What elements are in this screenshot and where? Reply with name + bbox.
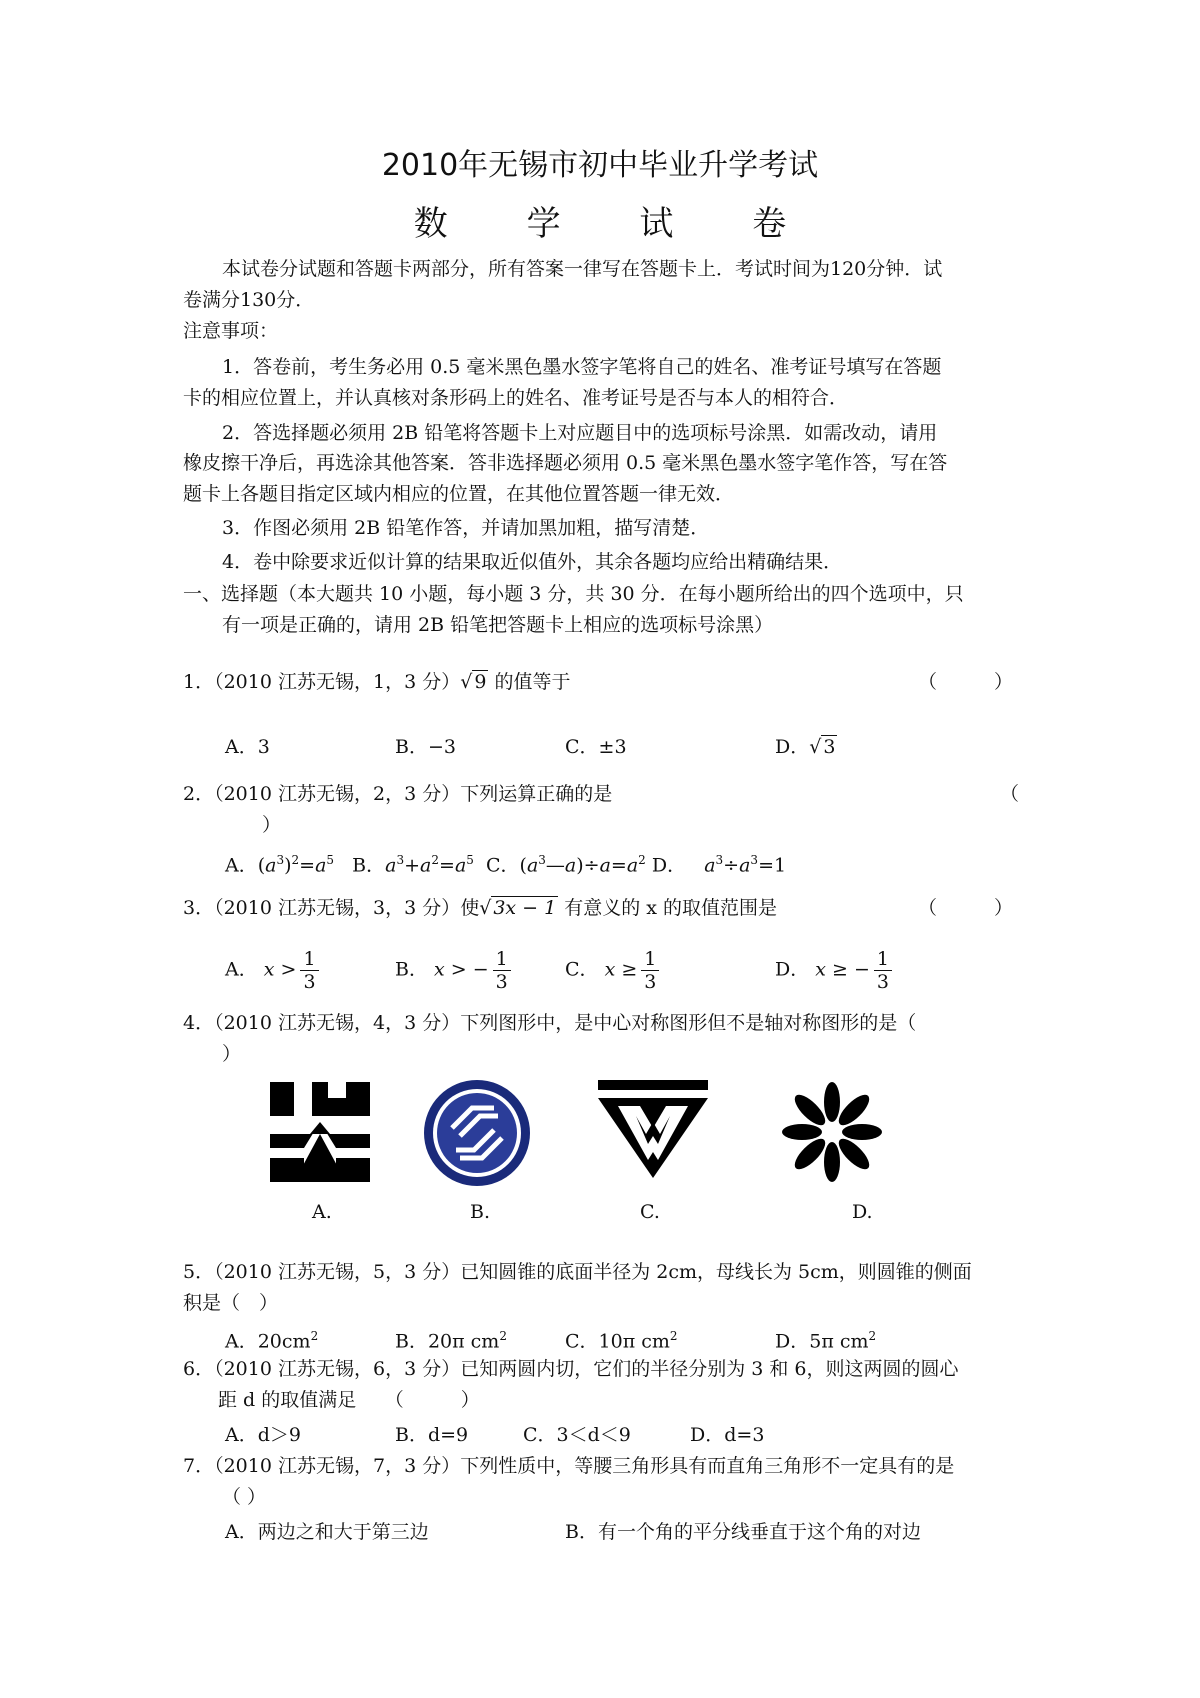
- question-5-line-b: 积是（ ）: [183, 1292, 279, 1314]
- note-1a: 1．答卷前，考生务必用 0.5 毫米黑色墨水签字笔将自己的姓名、准考证号填写在答题: [222, 356, 942, 378]
- q1-option-b: B．−3: [395, 736, 456, 758]
- figure-d-flower-icon: [782, 1082, 882, 1182]
- figure-c-triangle-w-icon: [598, 1080, 708, 1180]
- question-3-answer-paren: （ ）: [918, 897, 1014, 919]
- note-4: 4．卷中除要求近似计算的结果取近似值外，其余各题均应给出精确结果．: [222, 551, 843, 573]
- question-1-answer-paren: （ ）: [918, 671, 1014, 693]
- sqrt-icon: √ 9: [460, 671, 487, 693]
- q5-option-a-text: A．20cm: [225, 1330, 311, 1353]
- question-6-line-b: 距 d 的取值满足 （ ）: [218, 1389, 480, 1411]
- q3-option-d: [775, 948, 892, 993]
- fraction-denominator: 3: [644, 971, 657, 993]
- notice-heading: 注意事项：: [183, 320, 279, 342]
- note-2a: 2．答选择题必须用 2B 铅笔将答题卡上对应题目中的选项标号涂黑．如需改动，请用: [222, 422, 938, 444]
- q5-option-d-text: D．5π cm: [775, 1330, 869, 1353]
- question-5-line-a: 5．（2010 江苏无锡，5，3 分）已知圆锥的底面半径为 2cm，母线长为 5cm，则圆锥的侧面: [183, 1261, 972, 1283]
- question-3-prefix: 3．（2010 江苏无锡，3，3 分）使: [183, 897, 480, 919]
- fraction-numerator: 1: [641, 948, 659, 971]
- question-1-suffix: 的值等于: [494, 671, 571, 693]
- figure-a-icon: [270, 1082, 370, 1182]
- question-3-suffix: 有意义的 x 的取值范围是: [564, 897, 778, 919]
- question-2: 2．（2010 江苏无锡，2，3 分）下列运算正确的是: [183, 783, 613, 805]
- q3-option-b-fraction: [493, 948, 511, 993]
- exponent: 2: [499, 1329, 507, 1343]
- question-7-line-b: （ ）: [222, 1486, 267, 1508]
- q5-option-b: [395, 1322, 507, 1355]
- q1-option-a: A．3: [225, 736, 270, 758]
- q1-option-d: [775, 733, 837, 761]
- fraction-denominator: 3: [303, 971, 316, 993]
- sqrt-icon: √ 3: [809, 736, 836, 758]
- q1-option-d-radicand: 3: [823, 736, 836, 758]
- q3-option-a: [225, 948, 319, 993]
- intro-line-1: 本试卷分试题和答题卡两部分，所有答案一律写在答题卡上．考试时间为120分钟．试: [222, 258, 943, 280]
- q3-option-b-label: B．: [395, 958, 428, 981]
- q6-option-b: B．d=9: [395, 1424, 469, 1446]
- q5-option-c-text: C．10π cm: [565, 1330, 670, 1353]
- q3-option-b-relation: x > −: [434, 958, 489, 981]
- fraction-denominator: 3: [495, 971, 508, 993]
- note-2b: 橡皮擦干净后，再选涂其他答案．答非选择题必须用 0.5 毫米黑色墨水签字笔作答，写在答: [183, 452, 948, 474]
- q7-option-b: B．有一个角的平分线垂直于这个角的对边: [565, 1521, 921, 1543]
- q1-radicand: 9: [474, 671, 487, 693]
- question-2-paren-close: ）: [262, 814, 282, 836]
- figure-label-b: B.: [470, 1201, 491, 1223]
- question-6-line-a: 6．（2010 江苏无锡，6，3 分）已知两圆内切，它们的半径分别为 3 和 6，则这两圆的圆心: [183, 1358, 959, 1380]
- question-1: [183, 668, 570, 696]
- q5-option-a: [225, 1322, 318, 1355]
- fraction-numerator: 1: [874, 948, 892, 971]
- q2-options: A．$(a^3)^2=a^5$ B．$a^3+a^2=a^5$ C．$(a^3—a)\div a=a^2$ D． $a^3\div a^3=1$: [225, 853, 787, 877]
- note-1b: 卡的相应位置上，并认真核对条形码上的姓名、准考证号是否与本人的相符合．: [183, 387, 849, 409]
- q3-option-c-fraction: [641, 948, 659, 993]
- q3-option-a-fraction: [300, 948, 318, 993]
- q5-option-b-text: B．20π cm: [395, 1330, 500, 1353]
- q5-option-c: [565, 1322, 678, 1355]
- note-3: 3．作图必须用 2B 铅笔作答，并请加黑加粗，描写清楚．: [222, 517, 710, 539]
- fraction-numerator: 1: [493, 948, 511, 971]
- question-1-prefix: 1．（2010 江苏无锡，1，3 分）: [183, 671, 461, 693]
- q6-option-c: C．3＜d＜9: [523, 1424, 631, 1446]
- q3-option-a-label: A．: [225, 958, 258, 981]
- q3-option-a-relation: x >: [263, 958, 297, 981]
- exam-title: 2010年无锡市初中毕业升学考试: [381, 148, 819, 183]
- q3-option-d-label: D．: [775, 958, 810, 981]
- figure-label-c: C.: [640, 1201, 660, 1223]
- fraction-denominator: 3: [876, 971, 890, 993]
- fraction-numerator: 1: [300, 948, 318, 971]
- q6-option-d: D．d=3: [690, 1424, 765, 1446]
- section-heading-b: 有一项是正确的，请用 2B 铅笔把答题卡上相应的选项标号涂黑）: [222, 614, 774, 636]
- figure-label-d: D.: [852, 1201, 873, 1223]
- q1-option-d-label: D．: [775, 736, 810, 758]
- exam-subtitle: 数 学 试 卷: [413, 204, 821, 244]
- note-2c: 题卡上各题目指定区域内相应的位置，在其他位置答题一律无效．: [183, 483, 735, 505]
- q3-option-c-label: C．: [565, 958, 599, 981]
- q3-option-d-relation: x ≥ −: [815, 958, 870, 981]
- q5-option-d: [775, 1322, 876, 1355]
- q3-option-b: [395, 948, 511, 993]
- exponent: 2: [669, 1329, 678, 1343]
- figure-label-a: A.: [312, 1201, 332, 1223]
- q1-option-c: C．±3: [565, 736, 627, 758]
- section-heading-a: 一、选择题（本大题共 10 小题，每小题 3 分，共 30 分．在每小题所给出的四个选项中，只: [183, 583, 964, 605]
- q3-option-c-relation: x ≥: [604, 958, 638, 981]
- q3-radicand: 3x − 1: [493, 897, 557, 919]
- figure-b-china-mobile-icon: [422, 1078, 532, 1188]
- q7-option-a: A．两边之和大于第三边: [225, 1521, 429, 1543]
- exponent: 2: [868, 1329, 877, 1343]
- question-4-line-b: ）: [222, 1043, 242, 1065]
- question-4-line-a: 4．（2010 江苏无锡，4，3 分）下列图形中，是中心对称图形但不是轴对称图形的是（: [183, 1012, 917, 1034]
- q6-option-a: A．d＞9: [225, 1424, 301, 1446]
- sqrt-icon: √ 3x − 1: [479, 897, 557, 919]
- intro-line-2: 卷满分130分．: [183, 289, 315, 311]
- exponent: 2: [310, 1329, 319, 1343]
- question-2-paren-open: （: [1000, 783, 1020, 805]
- question-7-line-a: 7．（2010 江苏无锡，7，3 分）下列性质中，等腰三角形具有而直角三角形不一定具有的是: [183, 1455, 955, 1477]
- q3-option-d-fraction: [874, 948, 892, 993]
- question-3: [183, 894, 777, 922]
- q3-option-c: [565, 948, 659, 993]
